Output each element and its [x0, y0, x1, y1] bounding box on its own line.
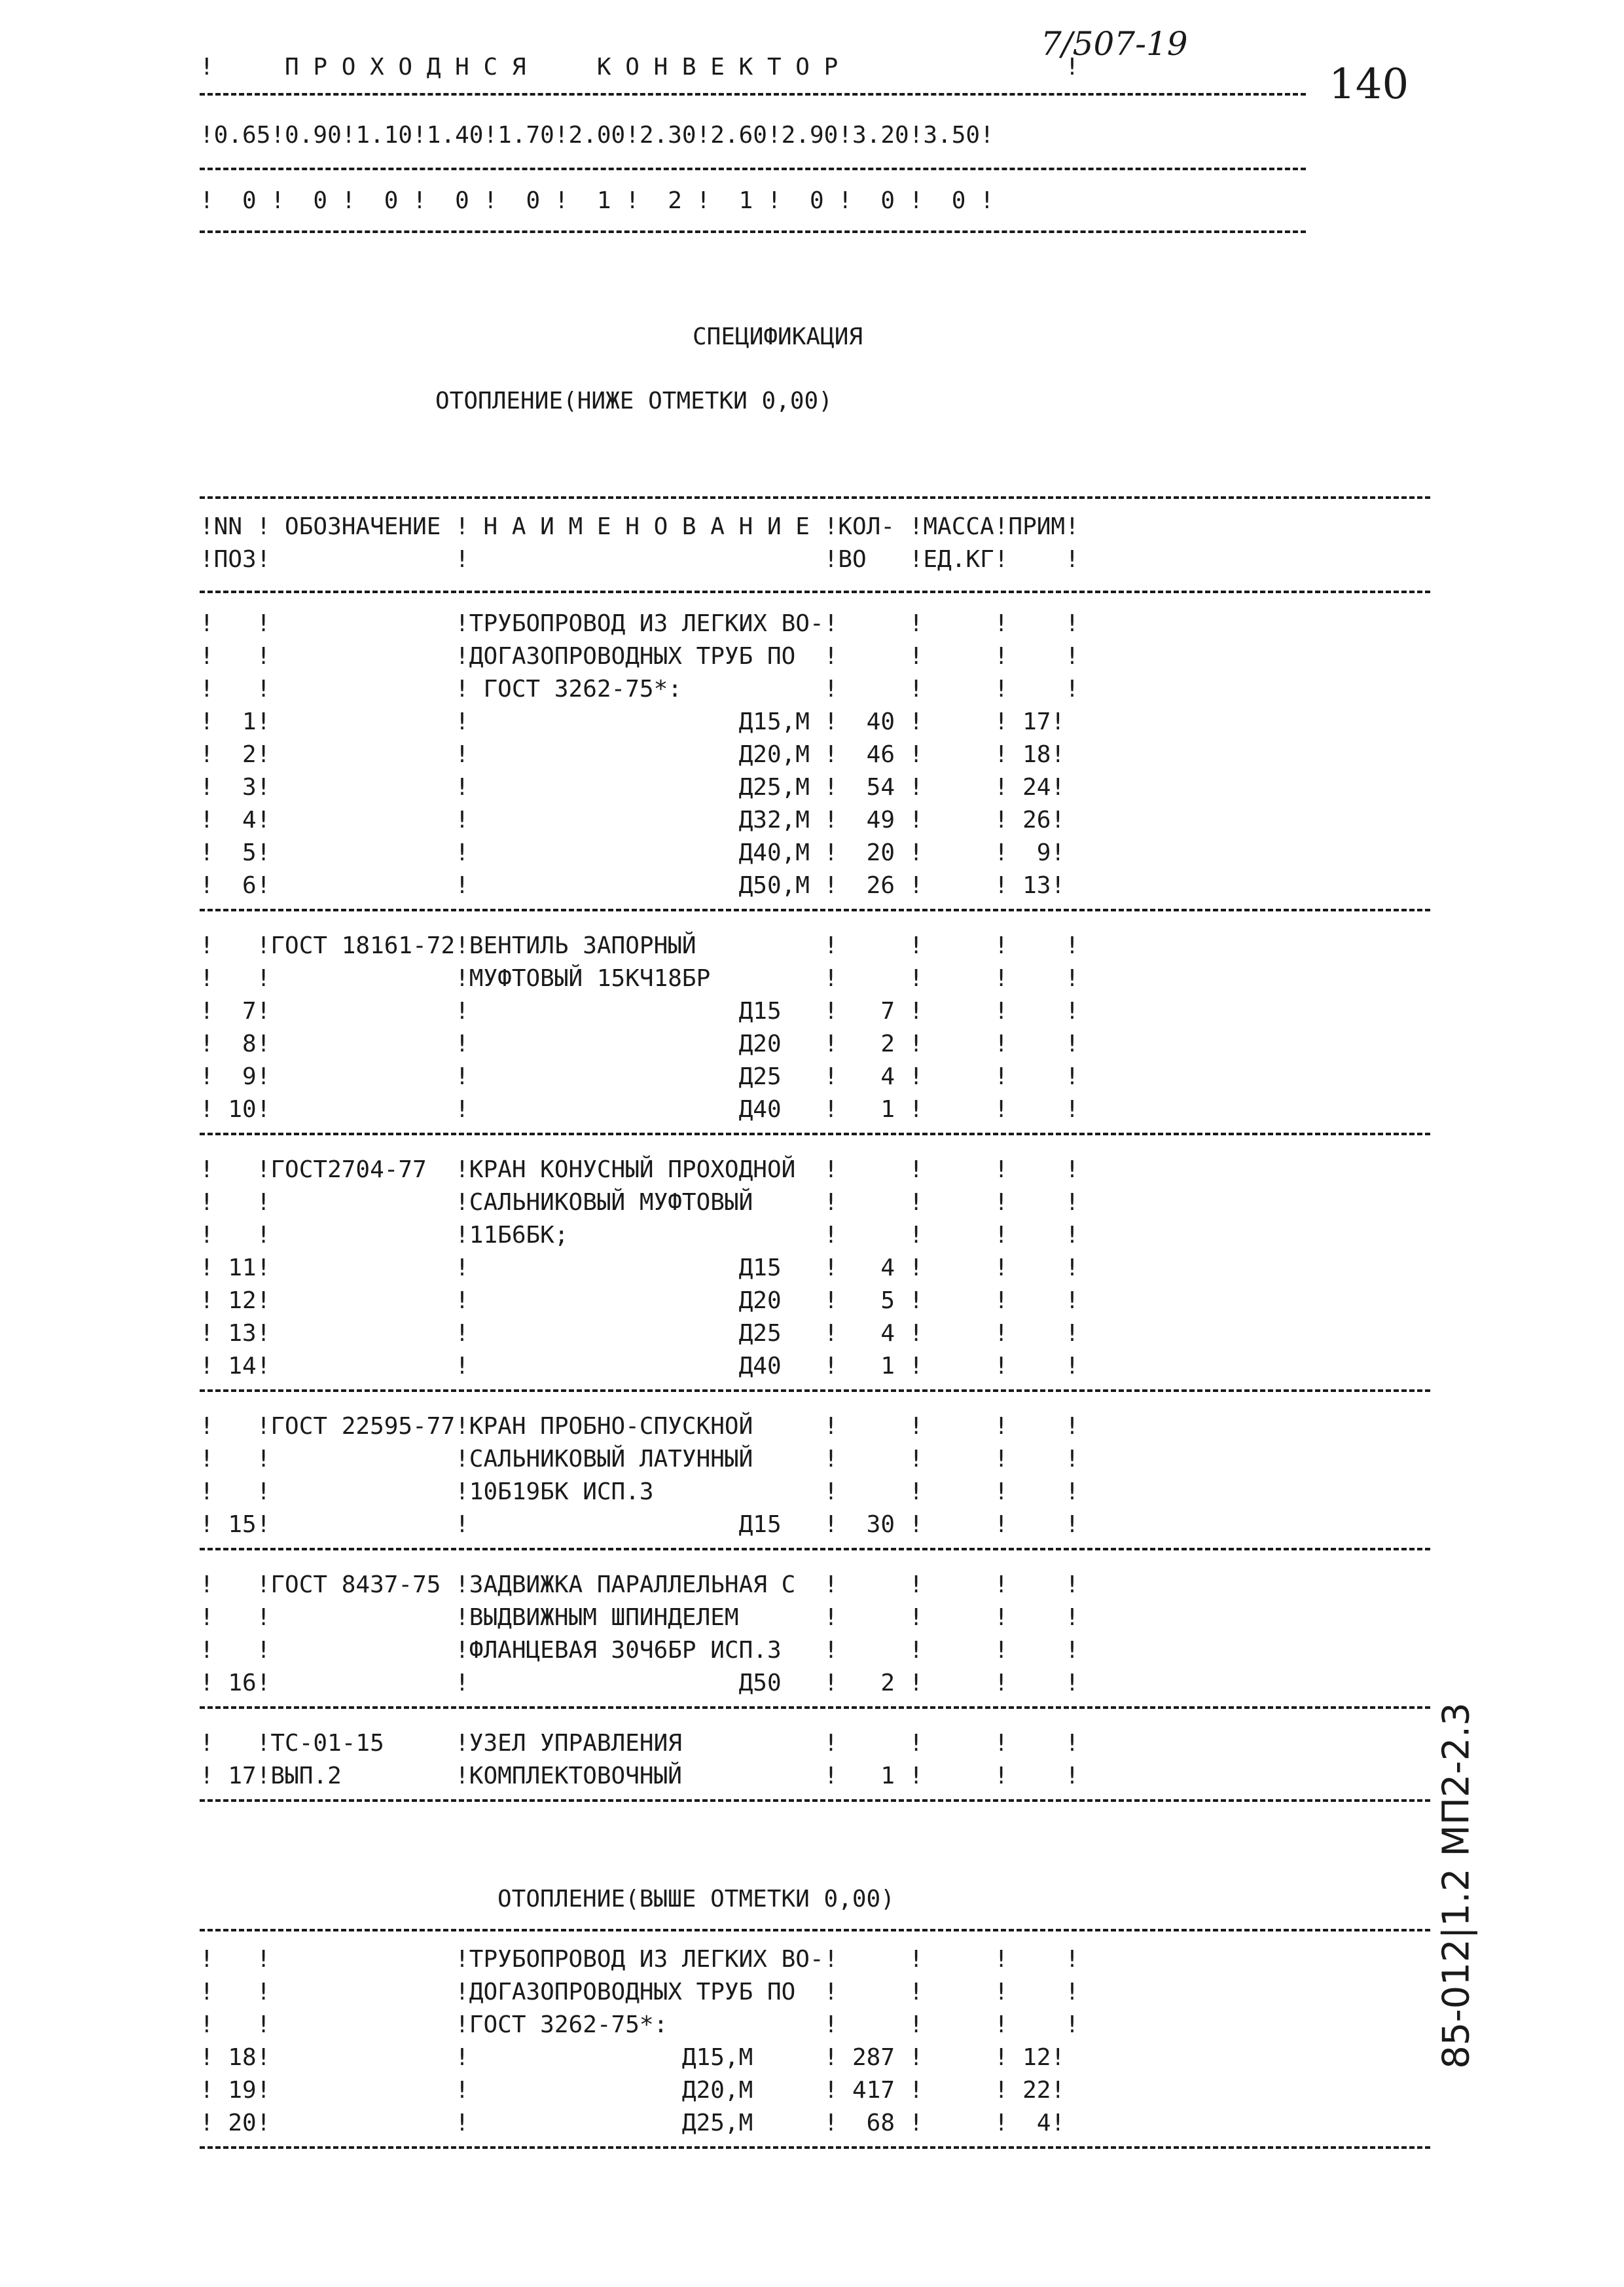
- table-row: ! 19! ! Д20,М ! 417 ! ! 22!: [200, 2077, 1066, 2104]
- table-row: ! 6! ! Д50,М ! 26 ! ! 13!: [200, 872, 1066, 899]
- top-table-header: ! П Р О Х О Д Н С Я К О Н В Е К Т О Р !: [200, 54, 1079, 81]
- divider: [200, 591, 1430, 593]
- side-stamp: [1420, 1702, 1492, 2069]
- divider: [200, 1548, 1430, 1550]
- spec-title: СПЕЦИФИКАЦИЯ: [693, 323, 863, 350]
- table-row: ! 7! ! Д15 ! 7 ! ! !: [200, 998, 1079, 1025]
- divider: [200, 909, 1430, 911]
- table-row: ! 4! ! Д32,М ! 49 ! ! 26!: [200, 807, 1066, 833]
- handwritten-note: 7/507-19: [1041, 25, 1188, 63]
- table-row: ! ! !ДОГАЗОПРОВОДНЫХ ТРУБ ПО ! ! ! !: [200, 1979, 1079, 2005]
- table-row: ! 18! ! Д15,М ! 287 ! ! 12!: [200, 2044, 1066, 2071]
- table-row: ! ! !ТРУБОПРОВОД ИЗ ЛЕГКИХ ВО-! ! ! !: [200, 1946, 1079, 1973]
- table-row: ! 2! ! Д20,М ! 46 ! ! 18!: [200, 741, 1066, 768]
- divider: [200, 93, 1306, 96]
- table-row: ! ! !ГОСТ 3262-75*: ! ! ! !: [200, 2011, 1079, 2038]
- table-row: ! 14! ! Д40 ! 1 ! ! !: [200, 1353, 1079, 1380]
- page-number: 140: [1329, 60, 1409, 109]
- table-row: ! 13! ! Д25 ! 4 ! ! !: [200, 1320, 1079, 1347]
- table-row: ! !ГОСТ 18161-72!ВЕНТИЛЬ ЗАПОРНЫЙ ! ! ! !: [200, 932, 1079, 959]
- table-row: ! ! !ТРУБОПРОВОД ИЗ ЛЕГКИХ ВО-! ! ! !: [200, 610, 1079, 637]
- top-table-counts: ! 0 ! 0 ! 0 ! 0 ! 0 ! 1 ! 2 ! 1 ! 0 ! 0 ! 0 !: [200, 187, 994, 214]
- table-row: ! 20! ! Д25,М ! 68 ! ! 4!: [200, 2110, 1066, 2136]
- table-row: ! 9! ! Д25 ! 4 ! ! !: [200, 1063, 1079, 1090]
- table-row: ! ! !САЛЬНИКОВЫЙ ЛАТУННЫЙ ! ! ! !: [200, 1446, 1079, 1473]
- divider: [200, 2146, 1430, 2149]
- table-row: ! !ГОСТ2704-77 !КРАН КОНУСНЫЙ ПРОХОДНОЙ ! ! ! !: [200, 1156, 1079, 1183]
- divider: [200, 496, 1430, 499]
- table-row: ! 10! ! Д40 ! 1 ! ! !: [200, 1096, 1079, 1123]
- table-row: ! !ГОСТ 8437-75 !ЗАДВИЖКА ПАРАЛЛЕЛЬНАЯ С ! ! ! !: [200, 1571, 1079, 1598]
- table-row: ! 11! ! Д15 ! 4 ! ! !: [200, 1254, 1079, 1281]
- table-row: ! ! !11Б6БК; ! ! ! !: [200, 1222, 1079, 1249]
- table-row: ! ! !ФЛАНЦЕВАЯ 30Ч6БР ИСП.3 ! ! ! !: [200, 1637, 1079, 1664]
- table-row: ! 3! ! Д25,М ! 54 ! ! 24!: [200, 774, 1066, 801]
- section-title-above: ОТОПЛЕНИЕ(ВЫШЕ ОТМЕТКИ 0,00): [497, 1886, 895, 1912]
- divider: [200, 1389, 1430, 1392]
- section-title-below: ОТОПЛЕНИЕ(НИЖЕ ОТМЕТКИ 0,00): [435, 388, 833, 414]
- table-row: ! ! !ДОГАЗОПРОВОДНЫХ ТРУБ ПО ! ! ! !: [200, 643, 1079, 670]
- table-row: ! 16! ! Д50 ! 2 ! ! !: [200, 1670, 1079, 1696]
- table-row: ! 5! ! Д40,М ! 20 ! ! 9!: [200, 839, 1066, 866]
- table-row: ! 8! ! Д20 ! 2 ! ! !: [200, 1031, 1079, 1057]
- table-header-row: !NN ! ОБОЗНАЧЕНИЕ ! Н А И М Е Н О В А Н И Е !КОЛ- !МАССА!ПРИМ!: [200, 513, 1079, 540]
- table-row: ! !ТС-01-15 !УЗЕЛ УПРАВЛЕНИЯ ! ! ! !: [200, 1730, 1079, 1757]
- table-row: ! ! !САЛЬНИКОВЫЙ МУФТОВЫЙ ! ! ! !: [200, 1189, 1079, 1216]
- table-row: ! 1! ! Д15,М ! 40 ! ! 17!: [200, 708, 1066, 735]
- table-row: ! !ГОСТ 22595-77!КРАН ПРОБНО-СПУСКНОЙ ! ! ! !: [200, 1413, 1079, 1440]
- divider: [200, 168, 1306, 170]
- top-table-sizes: !0.65!0.90!1.10!1.40!1.70!2.00!2.30!2.60!2.90!3.20!3.50!: [200, 122, 994, 149]
- table-row: ! 17!ВЫП.2 !КОМПЛЕКТОВОЧНЫЙ ! 1 ! ! !: [200, 1763, 1079, 1789]
- table-row: ! ! ! ГОСТ 3262-75*: ! ! ! !: [200, 676, 1079, 703]
- divider: [200, 230, 1306, 233]
- table-header-row: !ПОЗ! ! !ВО !ЕД.КГ! !: [200, 546, 1079, 573]
- divider: [200, 1799, 1430, 1802]
- table-row: ! ! !МУФТОВЫЙ 15КЧ18БР ! ! ! !: [200, 965, 1079, 992]
- divider: [200, 1133, 1430, 1135]
- table-row: ! ! !ВЫДВИЖНЫМ ШПИНДЕЛЕМ ! ! ! !: [200, 1604, 1079, 1631]
- divider: [200, 1706, 1430, 1709]
- table-row: ! ! !10Б19БК ИСП.3 ! ! ! !: [200, 1478, 1079, 1505]
- table-row: ! 15! ! Д15 ! 30 ! ! !: [200, 1511, 1079, 1538]
- stamp-text: 85-012|1.2 МП2-2.3: [1435, 1702, 1478, 2069]
- table-row: ! 12! ! Д20 ! 5 ! ! !: [200, 1287, 1079, 1314]
- divider: [200, 1929, 1430, 1931]
